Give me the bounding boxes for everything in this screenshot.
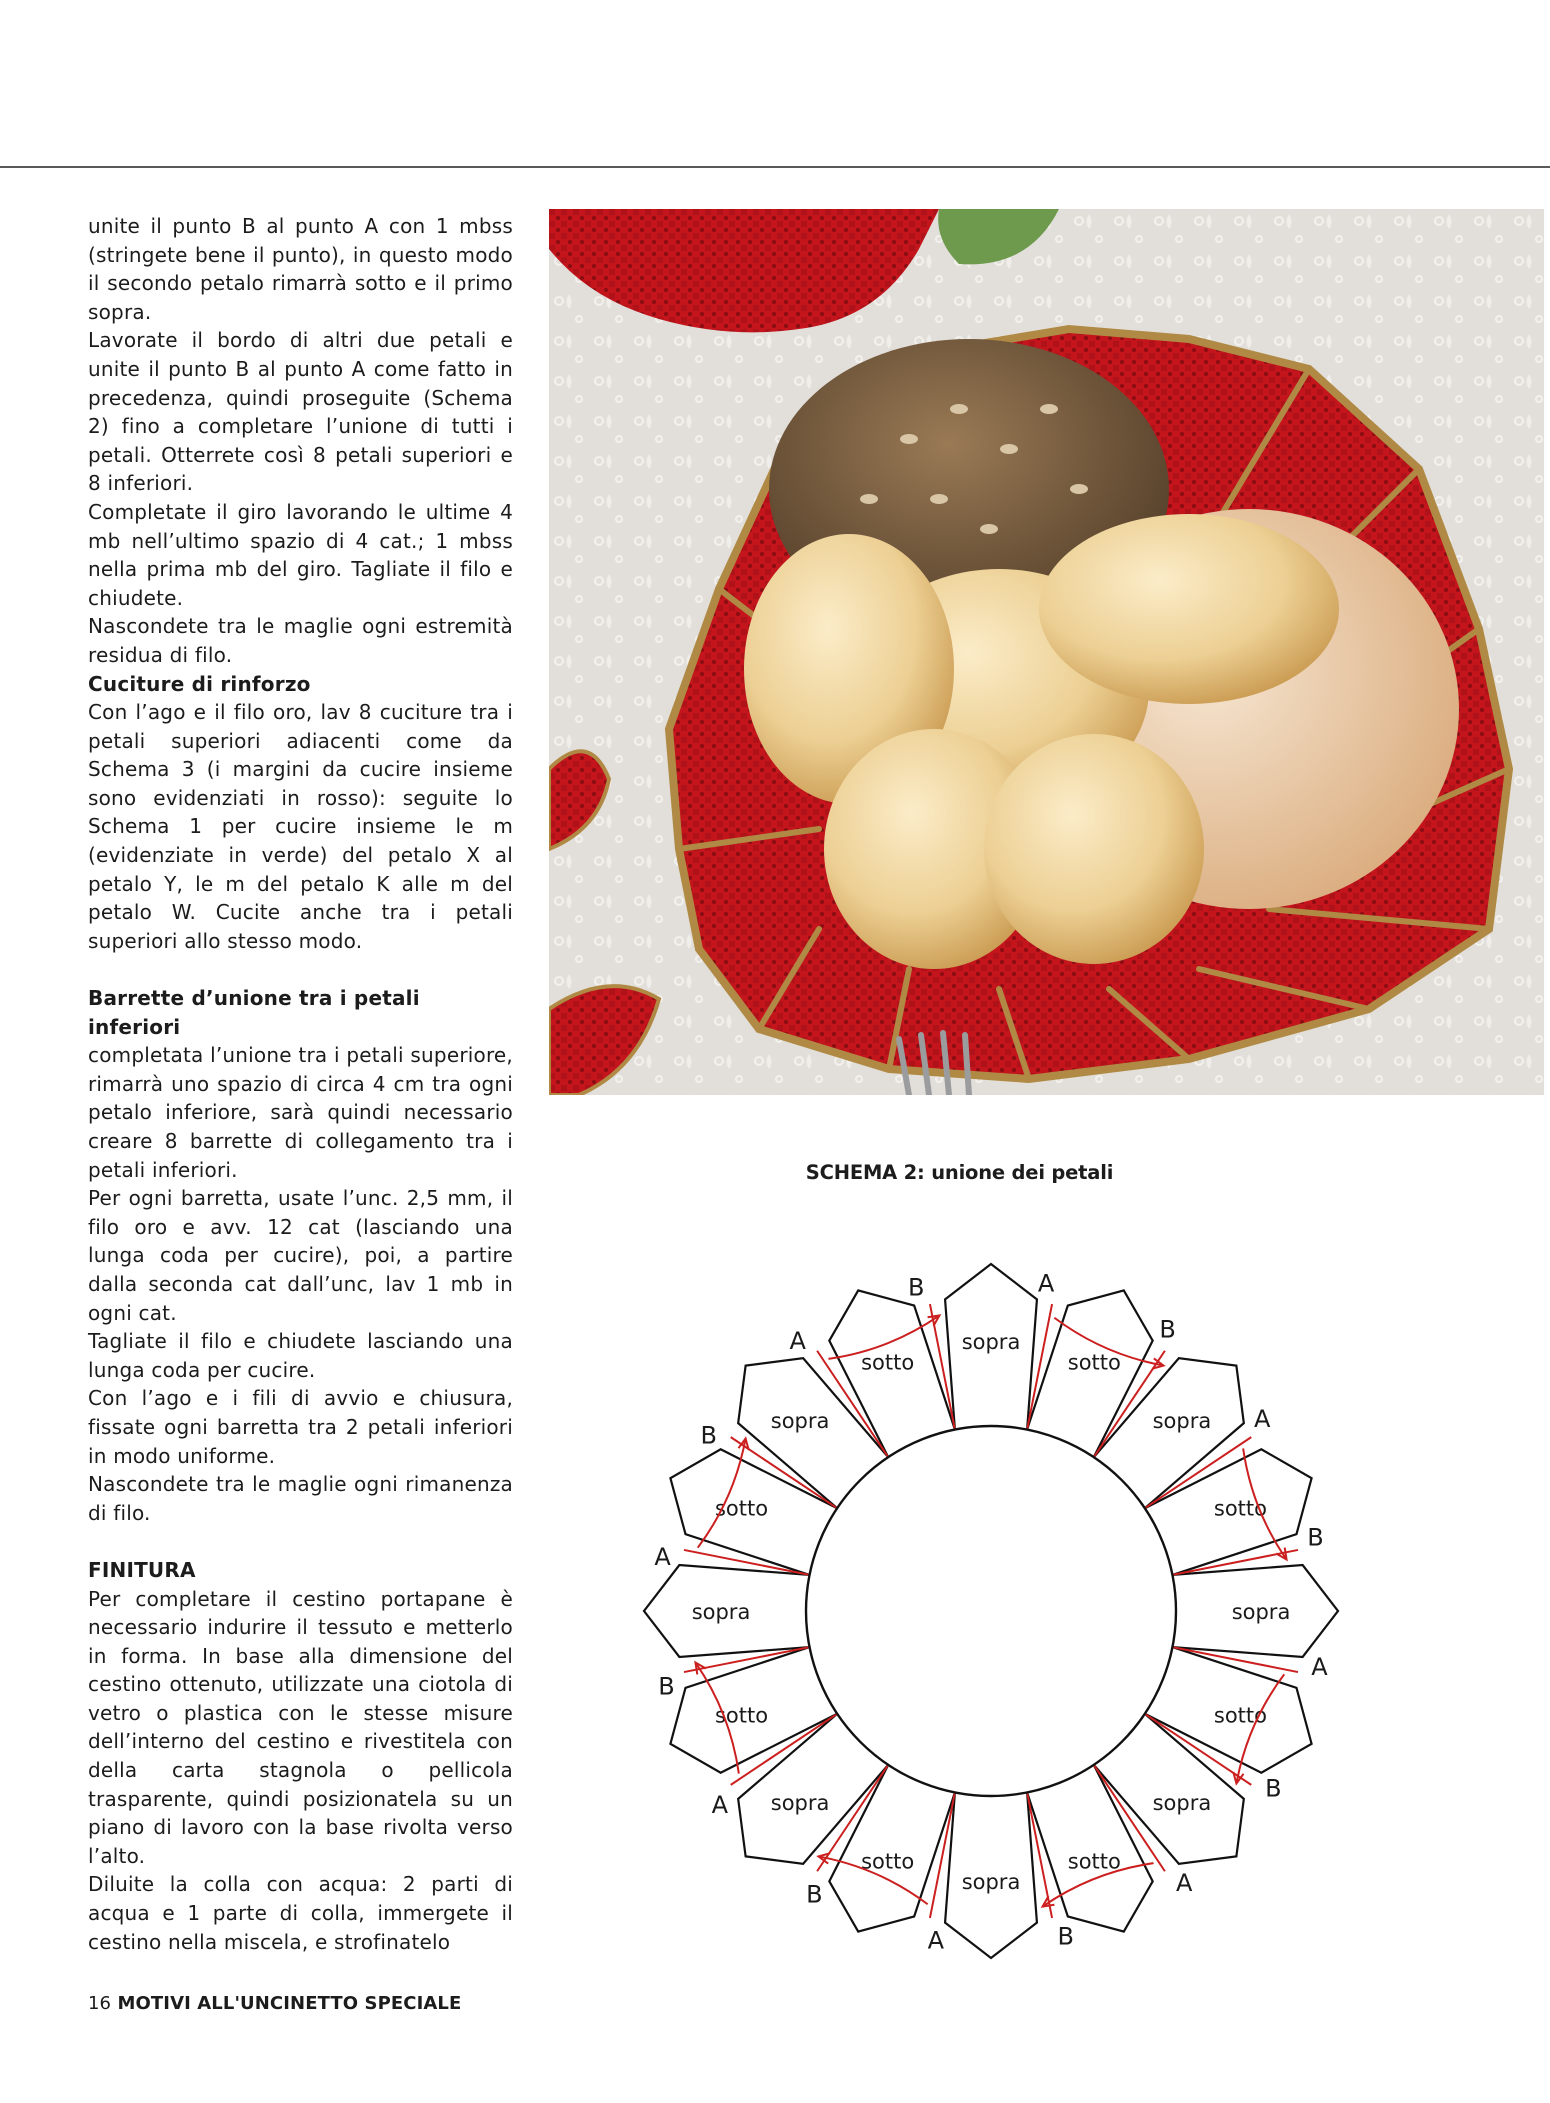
page-footer — [88, 1993, 461, 2014]
corner-label: B — [908, 1273, 925, 1302]
corner-label: A — [654, 1542, 671, 1571]
corner-label: B — [806, 1880, 823, 1909]
corner-label: B — [1159, 1315, 1176, 1344]
corner-label: A — [1037, 1269, 1055, 1298]
body-paragraph: Tagliate il filo e chiudete lasciando una lunga coda per cucire. — [88, 1329, 513, 1382]
corner-label: A — [1311, 1653, 1328, 1682]
corner-label: B — [1307, 1523, 1324, 1552]
body-paragraph: unite il punto B al punto A con 1 mbss (stringete bene il punto), in questo modo il secondo petalo rimarrà sotto e il primo sopra. — [88, 214, 513, 324]
petal-label-sopra: sopra — [691, 1600, 751, 1624]
bread-basket-illustration — [549, 209, 1544, 1095]
body-paragraph: Per ogni barretta, usate l’unc. 2,5 mm, il filo oro e avv. 12 cat (lasciando una lunga coda per cucire), poi, a partire dalla seconda cat dall’unc, lav 1 mb in ogni cat. — [88, 1186, 513, 1325]
petal-joining-diagram — [636, 1255, 1346, 1968]
schema-diagram — [636, 1255, 1346, 1968]
corner-label: B — [1057, 1922, 1074, 1951]
petal-label-sopra: sopra — [770, 1790, 830, 1815]
corner-label: A — [711, 1791, 729, 1820]
section-heading: FINITURA — [88, 1557, 196, 1582]
body-paragraph: Con l’ago e i fili di avvio e chiusura, fissate ogni barretta tra 2 petali inferiori in modo uniforme. — [88, 1386, 513, 1468]
petal-label-sotto: sotto — [861, 1350, 915, 1375]
body-paragraph: Nascondete tra le maglie ogni estremità residua di filo. — [88, 614, 513, 667]
petal-label-sopra: sopra — [1152, 1409, 1212, 1434]
paragraph-spacer — [88, 1527, 513, 1556]
body-text-column — [88, 212, 513, 1956]
petal-label-sopra: sopra — [1152, 1790, 1212, 1815]
body-paragraph: Diluite la colla con acqua: 2 parti di acqua e 1 parte di colla, immergete il cestino nella miscela, e strofinatelo — [88, 1872, 513, 1954]
corner-label: A — [789, 1326, 806, 1355]
body-paragraph: Con l’ago e il filo oro, lav 8 cuciture tra i petali superiori adiacenti come da Schema 3 (i margini da cucire insieme sono evidenziati in rosso): seguite lo Schema 1 per cucire insieme le m (evidenziate in verde) del petalo X al petalo Y, le m del petalo K alle m del petalo W. Cucite anche tra i petali superiori allo stesso modo. — [88, 700, 513, 953]
corner-label: B — [700, 1421, 717, 1450]
body-paragraph: completata l’unione tra i petali superiore, rimarrà uno spazio di circa 4 cm tra ogni petalo inferiore, sarà quindi necessario creare 8 barrette di collegamento tra i petali inferiori. — [88, 1043, 513, 1182]
header-rule — [0, 166, 1550, 168]
magazine-title: MOTIVI ALL'UNCINETTO SPECIALE — [117, 1993, 462, 2014]
petal-label-sotto: sotto — [1213, 1496, 1268, 1521]
petal-label-sotto: sotto — [1067, 1849, 1121, 1874]
corner-label: A — [1253, 1404, 1271, 1433]
body-paragraph: Nascondete tra le maglie ogni rimanenza di filo. — [88, 1472, 513, 1525]
petal-label-sopra: sopra — [961, 1330, 1021, 1354]
petal-label-sotto: sotto — [714, 1703, 769, 1728]
petal-label-sotto: sotto — [1067, 1350, 1121, 1375]
corner-label: B — [658, 1672, 675, 1701]
petal-label-sotto: sotto — [1213, 1703, 1268, 1728]
petal-label-sopra: sopra — [1231, 1600, 1291, 1624]
body-paragraph: Lavorate il bordo di altri due petali e unite il punto B al punto A come fatto in precedenza, quindi proseguite (Schema 2) fino a completare l’unione di tutti i petali. Otterrete così 8 petali superiori e 8 inferiori. — [88, 328, 513, 496]
body-paragraph: Completate il giro lavorando le ultime 4 mb nell’ultimo spazio di 4 cat.; 1 mbss nella prima mb del giro. Tagliate il filo e chiudete. — [88, 499, 513, 610]
petal-label-sopra: sopra — [770, 1409, 830, 1434]
center-circle — [806, 1426, 1176, 1796]
page-number: 16 — [88, 1993, 112, 2014]
body-paragraph: Per completare il cestino portapane è necessario indurire il tessuto e metterlo in forma. In base alla dimensione del cestino ottenuto, utilizzate una ciotola di vetro o plastica con le stesse misure dell’interno del cestino e rivestitela con della carta stagnola o pellicola trasparente, quindi posizionatela su un piano di lavoro con la base rivolta verso l’alto. — [88, 1586, 513, 1868]
petal-label-sotto: sotto — [714, 1496, 769, 1521]
petal-label-sopra: sopra — [961, 1870, 1021, 1894]
corner-label: B — [1265, 1774, 1282, 1803]
photo-bread-basket — [549, 209, 1544, 1095]
section-heading: Barrette d’unione tra i petali inferiori — [88, 986, 420, 1039]
corner-label: A — [1176, 1869, 1193, 1898]
petal-label-sotto: sotto — [861, 1849, 915, 1874]
corner-label: A — [927, 1926, 945, 1955]
schema-title: SCHEMA 2: unione dei petali — [805, 1161, 1114, 1184]
section-heading: Cuciture di rinforzo — [88, 671, 311, 696]
paragraph-spacer — [88, 955, 513, 984]
